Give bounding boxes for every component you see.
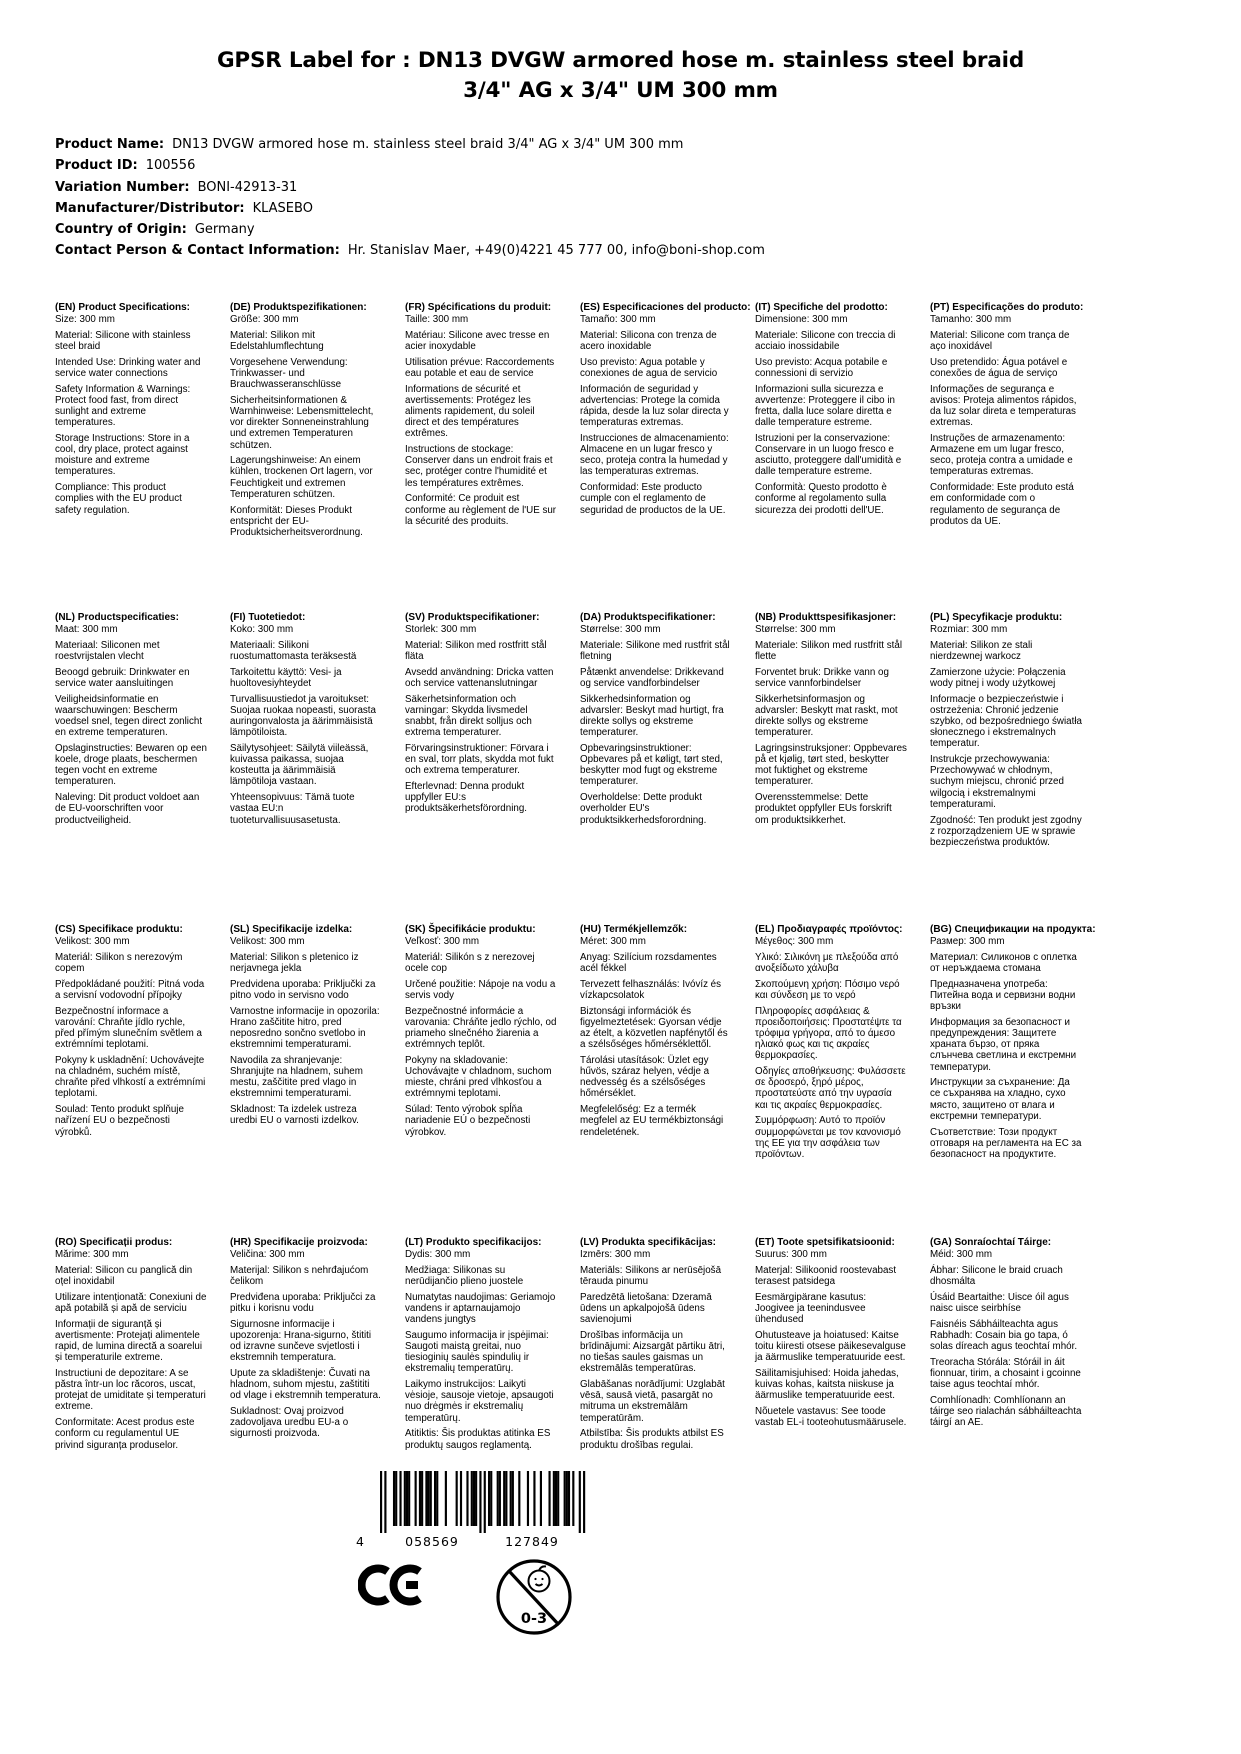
spec-item: Súlad: Tento výrobok spĺňa nariadenie EÚ o bezpečnosti výrobkov. <box>405 1104 531 1138</box>
spec-item: Förvaringsinstruktioner: Förvara i en sval, torr plats, skydda mot fukt och extrema temperaturer. <box>405 742 554 777</box>
spec-item: Säilitamisjuhised: Hoida jahedas, kuivas kohas, kaitsta niiskuse ja äärmuslike temperatuuride eest. <box>755 1367 899 1402</box>
barcode-bars <box>380 1471 586 1533</box>
spec-header-pt: (PT) Especificações do produto: <box>930 301 1084 313</box>
spec-item: Izmērs: 300 mm <box>580 1248 651 1260</box>
spec-item: Ábhar: Silicone le braid cruach dhosmálta <box>930 1264 1063 1287</box>
spec-item: Určené použitie: Nápoje na vodu a servis vody <box>405 978 556 1001</box>
spec-item: Skladnost: Ta izdelek ustreza uredbi EU o varnosti izdelkov. <box>230 1104 359 1127</box>
spec-item: Sigurnosne informacije i upozorenja: Hrana-sigurno, štititi od izravne sunčeve svjetlosti i ekstremnih temperatura. <box>230 1318 372 1364</box>
spec-header-lv: (LV) Produkta specifikācijas: <box>580 1236 716 1248</box>
product-info-label: Product Name: <box>55 137 165 152</box>
spec-item: Størrelse: 300 mm <box>580 623 661 635</box>
spec-item: Naleving: Dit product voldoet aan de EU-voorschriften voor productveiligheid. <box>55 792 200 826</box>
spec-item: Material: Silikon med rostfritt stål fläta <box>405 639 547 662</box>
barcode-right-digits: 127849 <box>505 1534 559 1550</box>
product-info-label: Country of Origin: <box>55 222 187 238</box>
spec-item: Información de seguridad y advertencias: Protege la comida rápida, desde la luz solar directa y temperaturas extremas. <box>580 383 729 429</box>
spec-item: Инструкции за съхранение: Да се съхранява на хладно, сухо място, защитено от влага и екстремни температури. <box>930 1077 1070 1122</box>
spec-header-da: (DA) Produktspecifikationer: <box>580 611 716 623</box>
spec-header-el: (EL) Προδιαγραφές προϊόντος: <box>755 923 903 935</box>
spec-item: Instrucciones de almacenamiento: Almacene en un lugar fresco y seco, proteja contra la humedad y las temperaturas extremas. <box>580 432 729 478</box>
age-warning-label: 0-3 <box>520 1611 548 1628</box>
spec-item: Material: Silikon mit Edelstahlumflechtung <box>230 329 324 352</box>
spec-item: Uso previsto: Agua potable y conexiones de agua de servicio <box>580 356 718 379</box>
spec-cell-cs <box>55 924 207 1237</box>
ce-mark-icon <box>358 1563 424 1607</box>
spec-item: Dimensione: 300 mm <box>755 313 848 325</box>
spec-header-ga: (GA) Sonraíochtaí Táirge: <box>930 1236 1052 1248</box>
spec-item: Koko: 300 mm <box>230 623 294 635</box>
spec-item: Lagringsinstruksjoner: Oppbevares på et kjølig, tørt sted, beskytter mot fuktighet og ekstreme temperaturer. <box>755 742 907 788</box>
spec-item: Materjal: Silikoonid roostevabast terasest patsidega <box>755 1264 897 1287</box>
spec-item: Avsedd användning: Dricka vatten och service vattenanslutningar <box>405 666 554 689</box>
spec-item: Nõuetele vastavus: See toode vastab EL-i tooteohutusmäärusele. <box>755 1405 907 1429</box>
product-info-line <box>55 198 1221 219</box>
spec-item: Predvidena uporaba: Priključki za pitno vodo in servisno vodo <box>230 978 376 1001</box>
spec-item: Megfelelőség: Ez a termék megfelel az EU termékbiztonsági rendeletének. <box>580 1104 724 1138</box>
spec-cell-de <box>230 302 382 612</box>
spec-item: Informații de siguranță și avertismente: Protejați alimentele rapid, de lumina directă a soarelui și temperaturile extreme. <box>55 1318 203 1364</box>
spec-item: Istruzioni per la conservazione: Conservare in un luogo fresco e asciutto, proteggere dall'umidità e dalle temperature estreme. <box>755 432 902 478</box>
spec-item: Συμμόρφωση: Αυτό το προϊόν συμμορφώνεται με τον κανονισμό της ΕΕ για την ασφάλεια των προϊόντων. <box>755 1115 901 1160</box>
spec-item: Материал: Силиконов с оплетка от неръждаема стомана <box>930 951 1077 974</box>
spec-item: Σκοπούμενη χρήση: Πόσιμο νερό και σύνδεση με το νερό <box>755 978 900 1001</box>
spec-item: Material: Silicone with stainless steel braid <box>55 329 191 352</box>
spec-item: Opslaginstructies: Bewaren op een koele, droge plaats, beschermen tegen vocht en extreme temperaturen. <box>55 742 207 788</box>
spec-item: Lagerungshinweise: An einem kühlen, trockenen Ort lagern, vor Feuchtigkeit und extremen Temperaturen schützen. <box>230 455 373 500</box>
product-info-label: Manufacturer/Distributor: <box>55 200 245 216</box>
product-info-line <box>55 240 1221 261</box>
spec-item: Sikkerhetsinformasjon og advarsler: Beskytt mat raskt, mot direkte sollys og ekstreme temperaturer. <box>755 693 898 739</box>
spec-item: Предназначена употреба: Питейна вода и сервизни водни връзки <box>930 978 1076 1012</box>
spec-item: Efterlevnad: Denna produkt uppfyller EU:s produktsäkerhetsförordning. <box>405 780 527 815</box>
spec-item: Varnostne informacije in opozorila: Hrano zaščitite hitro, pred neposredno sončno svetlobo in ekstremnimi temperaturami. <box>230 1005 380 1051</box>
spec-item: Materiał: Silikon ze stali nierdzewnej warkocz <box>930 639 1033 662</box>
page-title-line2: 3/4" AG x 3/4" UM 300 mm <box>463 78 778 103</box>
spec-item: Størrelse: 300 mm <box>755 623 836 635</box>
spec-cell-lv <box>580 1237 732 1455</box>
spec-item: Materiaali: Silikoni ruostumattomasta teräksestä <box>230 639 357 662</box>
spec-item: Beoogd gebruik: Drinkwater en service water aansluitingen <box>55 666 190 689</box>
spec-item: Informations de sécurité et avertissements: Protégez les aliments rapidement, du soleil direct et des températures extrêmes. <box>405 383 535 440</box>
spec-item: Paredzētā lietošana: Dzeramā ūdens un apkalpojošā ūdens savienojumi <box>580 1291 712 1325</box>
spec-item: Intended Use: Drinking water and service water connections <box>55 356 201 379</box>
spec-item: Rozmiar: 300 mm <box>930 623 1008 635</box>
spec-header-fr: (FR) Spécifications du produit: <box>405 301 552 313</box>
spec-item: Numatytas naudojimas: Geriamojo vandens ir aptarnaujamojo vandens jungtys <box>405 1291 556 1325</box>
spec-item: Velikost: 300 mm <box>55 935 130 947</box>
spec-item: Upute za skladištenje: Čuvati na hladnom, suhom mjestu, zaštititi od vlage i ekstremnih temperatura. <box>230 1367 381 1402</box>
spec-item: Sicherheitsinformationen & Warnhinweise: Lebensmittelecht, vor direkter Sonneneinstrahlung und extremen Temperaturen schützen. <box>230 394 374 451</box>
spec-item: Tarkoitettu käyttö: Vesi- ja huoltovesiyhteydet <box>230 666 342 689</box>
spec-item: Mărime: 300 mm <box>55 1248 129 1260</box>
spec-item: Utilizare intenționată: Conexiuni de apă potabilă și apă de serviciu <box>55 1291 207 1314</box>
ean13-barcode <box>356 1471 586 1550</box>
spec-item: Pokyny na skladovanie: Uchovávajte v chladnom, suchom mieste, chráni pred vlhkosťou a extrémnymi teplotami. <box>405 1054 552 1100</box>
spec-item: Taille: 300 mm <box>405 313 469 325</box>
spec-item: Úsáid Beartaithe: Uisce óil agus naisc uisce seirbhíse <box>930 1291 1069 1314</box>
spec-item: Zgodność: Ten produkt jest zgodny z rozporządzeniem UE w sprawie bezpieczeństwa produktów. <box>930 814 1082 848</box>
spec-header-hu: (HU) Termékjellemzők: <box>580 923 688 935</box>
spec-item: Safety Information & Warnings: Protect food fast, from direct sunlight and extreme temperatures. <box>55 383 191 429</box>
spec-item: Veľkosť: 300 mm <box>405 935 480 947</box>
spec-cell-pl <box>930 612 1082 924</box>
spec-item: Bezpečnostné informácie a varovania: Chráňte jedlo rýchlo, od priameho slnečného žiarenia a extrémnych teplôt. <box>405 1005 557 1051</box>
spec-cell-en <box>55 302 207 612</box>
spec-item: Faisnéis Sábháilteachta agus Rabhadh: Cosain bia go tapa, ó solas díreach agus teochtaí mhór. <box>930 1318 1078 1352</box>
spec-header-nb: (NB) Produkttspesifikasjoner: <box>755 611 897 623</box>
spec-item: Materiale: Silicone con treccia di acciaio inossidabile <box>755 329 896 352</box>
spec-item: Veličina: 300 mm <box>230 1248 305 1260</box>
spec-cell-et <box>755 1237 907 1455</box>
spec-item: Informacje o bezpieczeństwie i ostrzeżenia: Chronić jedzenie szybko, od bezpośredniego światła słonecznego i ekstremalnych temperatur. <box>930 693 1082 750</box>
spec-cell-bg <box>930 923 1096 1237</box>
spec-item: Forventet bruk: Drikke vann og service vannforbindelser <box>755 666 889 689</box>
spec-cell-sk <box>405 924 557 1237</box>
spec-item: Saugumo informacija ir įspėjimai: Saugoti maistą greitai, nuo tiesioginių saulės spindulių ir ekstremalių temperatūrų. <box>405 1329 549 1375</box>
spec-cell-ga <box>930 1237 1082 1455</box>
spec-item: Méret: 300 mm <box>580 935 646 947</box>
spec-cell-hu <box>580 924 732 1237</box>
product-info-value: Germany <box>194 222 255 238</box>
barcode-lead-digit: 4 <box>356 1534 364 1550</box>
spec-item: Tárolási utasítások: Üzlet egy hűvös, száraz helyen, védje a nedvesség és a szélsőséges hőmérséklet. <box>580 1054 710 1100</box>
spec-item: Tervezett felhasználás: Ivóvíz és vízkapcsolatok <box>580 978 722 1001</box>
spec-item: Sikkerhedsinformation og advarsler: Beskyt mad hurtigt, fra direkte sollys og ekstreme temperaturer. <box>580 693 724 739</box>
specs-grid <box>55 302 1241 1455</box>
spec-item: Säilytysohjeet: Säilytä viileässä, kuivassa paikassa, suojaa kosteutta ja äärimmäisiä lämpötiloja vastaan. <box>230 742 369 788</box>
spec-item: Bezpečnostní informace a varování: Chraňte jídlo rychle, před přímým slunečním světlem a extrémními teplotami. <box>55 1005 203 1051</box>
spec-header-bg: (BG) Спецификации на продукта: <box>930 923 1096 935</box>
spec-cell-pt <box>930 302 1082 612</box>
product-info-line <box>55 177 1221 198</box>
spec-header-en: (EN) Product Specifications: <box>55 301 191 313</box>
spec-header-hr: (HR) Specifikacije proizvoda: <box>230 1236 368 1248</box>
spec-item: Informações de segurança e avisos: Proteja alimentos rápidos, da luz solar direta e temperaturas extremas. <box>930 383 1077 429</box>
product-info-label: Contact Person & Contact Information: <box>55 243 340 259</box>
spec-item: Materiaal: Siliconen met roestvrijstalen vlecht <box>55 639 160 662</box>
product-info-line <box>55 219 1221 240</box>
spec-item: Suurus: 300 mm <box>755 1248 827 1260</box>
spec-header-lt: (LT) Produkto specifikacijos: <box>405 1236 542 1248</box>
spec-item: Veiligheidsinformatie en waarschuwingen: Bescherm voedsel snel, tegen direct zonlicht en extreme temperaturen. <box>55 693 203 739</box>
spec-header-et: (ET) Toote spetsifikatsioonid: <box>755 1236 895 1248</box>
product-info-value: BONI-42913-31 <box>197 179 298 195</box>
spec-item: Uso previsto: Acqua potabile e connessioni di servizio <box>755 356 888 379</box>
spec-item: Съответствие: Този продукт отговаря на регламента на ЕС за безопасност на продуктите. <box>930 1126 1082 1160</box>
spec-item: Größe: 300 mm <box>230 313 299 325</box>
spec-item: Navodila za shranjevanje: Shranjujte na hladnem, suhem mestu, zaščitite pred vlago in ekstremnimi temperaturami. <box>230 1054 363 1100</box>
product-info-value: Hr. Stanislav Maer, +49(0)4221 45 777 00, info@boni-shop.com <box>347 243 765 259</box>
spec-item: Matériau: Silicone avec tresse en acier inoxydable <box>405 329 550 352</box>
spec-header-cs: (CS) Specifikace produktu: <box>55 923 183 935</box>
spec-item: Méid: 300 mm <box>930 1248 993 1260</box>
spec-cell-da <box>580 612 732 924</box>
spec-cell-fr <box>405 302 557 612</box>
spec-item: Velikost: 300 mm <box>230 935 305 947</box>
spec-item: Material: Silicona con trenza de acero inoxidable <box>580 329 717 352</box>
spec-cell-fi <box>230 612 382 924</box>
product-info-label: Variation Number: <box>55 179 190 195</box>
spec-cell-ro <box>55 1237 207 1455</box>
product-info-line <box>55 155 1221 176</box>
spec-item: Instrukcje przechowywania: Przechowywać w chłodnym, suchym miejscu, chronić przed wilgocią i ekstremalnymi temperaturami. <box>930 754 1064 810</box>
spec-header-sv: (SV) Produktspecifikationer: <box>405 611 540 623</box>
spec-item: Biztonsági információk és figyelmeztetések: Gyorsan védje az ételt, a közvetlen napfénytől és a szélsőséges hőmérséklettől. <box>580 1005 728 1051</box>
spec-item: Atitiktis: Šis produktas atitinka ES produktų saugos reglamentą. <box>405 1428 551 1451</box>
spec-header-de: (DE) Produktspezifikationen: <box>230 301 367 313</box>
spec-item: Conformité: Ce produit est conforme au règlement de l'UE sur la sécurité des produits. <box>405 493 557 527</box>
page-title-line1: GPSR Label for : DN13 DVGW armored hose m. stainless steel braid <box>216 48 1025 73</box>
spec-header-sl: (SL) Specifikacije izdelka: <box>230 923 353 935</box>
spec-item: Instructions de stockage: Conserver dans un endroit frais et sec, protéger contre l'humidité et les températures extrêmes. <box>405 444 553 489</box>
spec-cell-nl <box>55 612 207 924</box>
spec-item: Anyag: Szilícium rozsdamentes acél fékkel <box>580 951 717 974</box>
spec-header-it: (IT) Specifiche del prodotto: <box>755 301 888 313</box>
spec-item: Μέγεθος: 300 mm <box>755 935 834 947</box>
product-info-value: KLASEBO <box>252 200 313 216</box>
spec-item: Conformidade: Este produto está em conformidade com o regulamento de segurança de produtos da UE. <box>930 482 1074 527</box>
spec-cell-nb <box>755 612 907 924</box>
spec-cell-hr <box>230 1237 382 1455</box>
spec-item: Instruções de armazenamento: Armazene em um lugar fresco, seco, proteja contra a umidade e temperaturas extremas. <box>930 432 1073 478</box>
spec-cell-it <box>755 302 907 612</box>
spec-item: Material: Silikon s pletenico iz nerjavnega jekla <box>230 951 359 974</box>
spec-item: Utilisation prévue: Raccordements eau potable et eau de service <box>405 356 555 379</box>
footer <box>0 1471 1241 1701</box>
spec-header-pl: (PL) Specyfikacje produktu: <box>930 611 1063 623</box>
spec-item: Materiale: Silikon med rustfritt stål flette <box>755 639 903 662</box>
barcode-digits <box>356 1534 586 1550</box>
spec-item: Konformität: Dieses Produkt entspricht der EU-Produktsicherheitsverordnung. <box>230 504 363 538</box>
product-info-block <box>55 134 1221 262</box>
spec-item: Drošības informācija un brīdinājumi: Aizsargāt pārtiku ātri, no tiešas saules gaismas un ekstremālās temperatūras. <box>580 1329 725 1375</box>
spec-item: Medžiaga: Silikonas su nerūdijančio plieno juostele <box>405 1264 524 1287</box>
spec-item: Materijal: Silikon s nehrđajućom čelikom <box>230 1264 369 1287</box>
spec-item: Turvallisuustiedot ja varoitukset: Suojaa ruokaa nopeasti, suorasta auringonvalosta ja äärimmäisistä lämpötiloista. <box>230 693 376 739</box>
spec-item: Uso pretendido: Água potável e conexões de água de serviço <box>930 356 1068 379</box>
spec-item: Material: Silicon cu panglică din oțel inoxidabil <box>55 1264 193 1287</box>
product-info-value: DN13 DVGW armored hose m. stainless steel braid 3/4" AG x 3/4" UM 300 mm <box>172 137 684 152</box>
product-info-value: 100556 <box>145 158 196 174</box>
spec-item: Tamanho: 300 mm <box>930 313 1012 325</box>
spec-item: Informazioni sulla sicurezza e avvertenze: Proteggere il cibo in fretta, dalla luce solare diretta e dalle temperature estreme. <box>755 383 895 429</box>
spec-item: Storlek: 300 mm <box>405 623 477 635</box>
product-info-line <box>55 134 1221 155</box>
spec-item: Maat: 300 mm <box>55 623 118 635</box>
spec-item: Soulad: Tento produkt splňuje nařízení EU o bezpečnosti výrobků. <box>55 1104 184 1138</box>
spec-item: Οδηγίες αποθήκευσης: Φυλάσσετε σε δροσερό, ξηρό μέρος, προστατεύστε από την υγρασία και τις ακραίες θερμοκρασίες. <box>755 1066 906 1111</box>
spec-item: Ohutusteave ja hoiatused: Kaitse toitu kiiresti otsese päikesevalguse ja äärmuslike temperatuuride eest. <box>755 1329 906 1364</box>
spec-item: Overensstemmelse: Dette produktet oppfyller EUs forskrift om produktsikkerhet. <box>755 792 892 826</box>
spec-item: Vorgesehene Verwendung: Trinkwasser- und Brauchwasseranschlüsse <box>230 356 348 390</box>
spec-item: Dydis: 300 mm <box>405 1248 471 1260</box>
spec-item: Yhteensopivuus: Tämä tuote vastaa EU:n tuoteturvallisuusasetusta. <box>230 792 355 826</box>
spec-item: Opbevaringsinstruktioner: Opbevares på et køligt, tørt sted, beskytter mod fugt og ekstreme temperaturer. <box>580 742 723 788</box>
spec-item: Conformitate: Acest produs este conform cu regulamentul UE privind siguranța produselor. <box>55 1417 195 1451</box>
spec-item: Materiál: Silikon s nerezovým copem <box>55 951 183 974</box>
spec-item: Treoracha Stórála: Stóráil in áit fionnuar, tirim, a chosaint i gcoinne taise agus teochtaí mhór. <box>930 1356 1081 1391</box>
spec-item: Instructiuni de depozitare: A se păstra într-un loc răcoros, uscat, protejat de umiditate și temperaturi extreme. <box>55 1367 206 1413</box>
product-info-label: Product ID: <box>55 158 138 174</box>
spec-item: Materiale: Silikone med rustfrit stål fletning <box>580 639 730 662</box>
spec-item: Glabāšanas norādījumi: Uzglabāt vēsā, sausā vietā, pasargāt no mitruma un ekstremālām temperatūrām. <box>580 1379 725 1424</box>
spec-item: Size: 300 mm <box>55 313 115 325</box>
page-title <box>0 0 1241 106</box>
spec-item: Storage Instructions: Store in a cool, dry place, protect against moisture and extreme temperatures. <box>55 432 190 478</box>
spec-item: Sukladnost: Ovaj proizvod zadovoljava uredbu EU-a o sigurnosti proizvoda. <box>230 1405 349 1440</box>
spec-item: Conformidad: Este producto cumple con el reglamento de seguridad de productos de la UE. <box>580 482 726 516</box>
spec-item: Conformità: Questo prodotto è conforme al regolamento sulla sicurezza dei prodotti dell'UE. <box>755 482 887 516</box>
spec-cell-sl <box>230 924 382 1237</box>
spec-cell-es <box>580 301 751 612</box>
spec-header-fi: (FI) Tuotetiedot: <box>230 611 306 623</box>
spec-item: Eesmärgipärane kasutus: Joogivee ja teenindusvee ühendused <box>755 1291 867 1325</box>
spec-item: Comhlíonadh: Comhlíonann an táirge seo rialachán sábháilteachta táirgí an AE. <box>930 1394 1082 1429</box>
age-warning-icon <box>494 1551 574 1639</box>
spec-item: Tamaño: 300 mm <box>580 313 656 325</box>
spec-item: Overholdelse: Dette produkt overholder EU's produktsikkerhedsforordning. <box>580 792 707 826</box>
spec-item: Påtænkt anvendelse: Drikkevand og service vandforbindelser <box>580 666 724 689</box>
spec-item: Информация за безопасност и предупреждения: Защитете храната бързо, от пряка слънчева светлина и екстремни температури. <box>930 1016 1077 1073</box>
spec-header-nl: (NL) Productspecificaties: <box>55 611 179 623</box>
spec-header-sk: (SK) Špecifikácie produktu: <box>405 923 536 935</box>
spec-item: Размер: 300 mm <box>930 935 1005 947</box>
spec-item: Materiál: Silikón s z nerezovej ocele cop <box>405 951 535 974</box>
spec-header-ro: (RO) Specificații produs: <box>55 1236 173 1248</box>
spec-item: Υλικό: Σιλικόνη με πλεξούδα από ανοξείδωτο χάλυβα <box>755 951 899 974</box>
spec-item: Zamierzone użycie: Połączenia wody pitnej i wody użytkowej <box>930 666 1066 689</box>
spec-item: Material: Silicone com trança de aço inoxidável <box>930 329 1070 352</box>
spec-item: Atbilstība: Šis produkts atbilst ES produktu drošības regulai. <box>580 1428 724 1451</box>
spec-item: Materiāls: Silikons ar nerūsējošā tērauda pinumu <box>580 1264 722 1287</box>
barcode-left-digits: 058569 <box>405 1534 459 1550</box>
spec-header-es: (ES) Especificaciones del producto: <box>580 301 751 313</box>
spec-cell-lt <box>405 1237 557 1455</box>
spec-item: Předpokládané použití: Pitná voda a servisní vodovodní přípojky <box>55 978 205 1001</box>
spec-item: Säkerhetsinformation och varningar: Skydda livsmedel snabbt, från direkt solljus och extrema temperaturer. <box>405 693 532 739</box>
spec-item: Compliance: This product complies with the EU product safety regulation. <box>55 482 182 516</box>
spec-cell-sv <box>405 612 557 924</box>
spec-item: Predviđena uporaba: Priključci za pitku i korisnu vodu <box>230 1291 376 1314</box>
spec-item: Pokyny k uskladnění: Uchovávejte na chladném, suchém místě, chraňte před vlhkostí a extrémními teplotami. <box>55 1054 206 1100</box>
spec-item: Laikymo instrukcijos: Laikyti vėsioje, sausoje vietoje, apsaugoti nuo drėgmės ir ekstremalių temperatūrų. <box>405 1379 554 1424</box>
spec-item: Πληροφορίες ασφάλειας & προειδοποιήσεις: Προστατέψτε τα τρόφιμα γρήγορα, από το άμεσο ηλιακό φως και τις ακραίες θερμοκρασίες. <box>755 1005 902 1062</box>
spec-cell-el <box>755 924 907 1237</box>
